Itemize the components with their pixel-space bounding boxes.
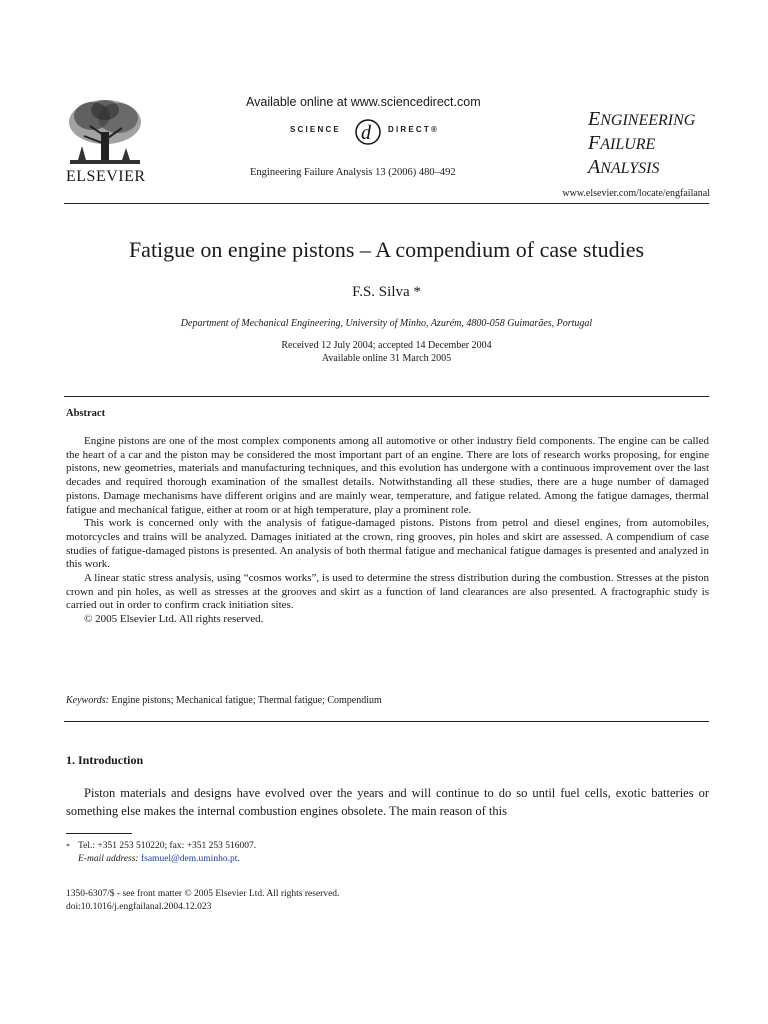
journal-reference: Engineering Failure Analysis 13 (2006) 480–492: [250, 167, 456, 178]
keywords-label: Keywords:: [66, 695, 109, 706]
abstract-paragraph: This work is concerned only with the analysis of fatigue-damaged pistons. Pistons from petrol and diesel engines, from automobiles, motorcycles and trains will be analyzed. Damages initiated at the crown, ring grooves, pin holes and skirt are assessed. A compendium of case studies of fatigue-damaged pistons is presented. An analysis of both thermal fatigue and mechanical fatigue damages is presented and analyzed in this work.: [66, 517, 709, 571]
abstract-copyright: © 2005 Elsevier Ltd. All rights reserved.: [84, 613, 264, 626]
keywords: [66, 695, 382, 706]
introduction-paragraph: Piston materials and designs have evolved over the years and will continue to do so until fuel cells, exotic batteries or something else makes the internal combustion engines obsolete. The main reason of this: [66, 786, 709, 818]
abstract-top-rule: [64, 396, 709, 397]
abstract-paragraph: Engine pistons are one of the most complex components among all automotive or other industry field components. The engine can be called the heart of a car and the piston may be considered the most important part of an engine. There are lots of research works proposing, for engine pistons, new geometries, materials and manufacturing techniques, and this evolution has undergone with a continuous improvement over the last decades and required thorough examination of the smallest details. Notwithstanding all these studies, there are a huge number of damaged pistons. Damage mechanisms have different origins and are mainly wear, temperature, and fatigue related. Among the fatigue damages, thermal fatigue and mechanical fatigue, either at room or at high temperature, play a prominent role.: [66, 435, 709, 516]
abstract-paragraph: A linear static stress analysis, using “cosmos works”, is used to determine the stress distribution during the combustion. Stresses at the piston crown and pin holes, as well as stresses at the grooves and skirt as a function of land clearances are also presented. A fractographic study is carried out in order to confirm crack initiation sites.: [66, 572, 709, 612]
email-label: E-mail address:: [78, 854, 139, 864]
footnote-rule: [66, 833, 132, 834]
journal-name: ENGINEERING FAILURE ANALYSIS: [588, 108, 696, 178]
abstract-bottom-rule: [64, 721, 709, 722]
available-date: Available online 31 March 2005: [321, 353, 452, 364]
author-affiliation: Department of Mechanical Engineering, University of Minho, Azurém, 4800-058 Guimarães, Portugal: [180, 318, 593, 329]
article-author: F.S. Silva *: [352, 284, 421, 300]
footnote-marker: *: [66, 842, 70, 851]
elsevier-tree-logo: [64, 96, 146, 170]
header-rule: [64, 203, 709, 204]
sciencedirect-direct: DIRECT®: [388, 125, 440, 134]
issn-line: 1350-6307/$ - see front matter © 2005 Elsevier Ltd. All rights reserved.: [66, 889, 340, 899]
received-date: Received 12 July 2004; accepted 14 December 2004: [281, 340, 492, 351]
article-title: Fatigue on engine pistons – A compendium of case studies: [128, 237, 645, 262]
article-dates: [64, 339, 709, 365]
footnote: * Tel.: +351 253 510220; fax: +351 253 516007. E-mail address: fsamuel@dem.uminho.pt.: [66, 841, 257, 864]
doi-line: doi:10.1016/j.engfailanal.2004.12.023: [66, 902, 212, 912]
svg-text:d: d: [361, 122, 371, 144]
sciencedirect-science: SCIENCE: [290, 125, 341, 134]
available-online: Available online at www.sciencedirect.com: [246, 95, 481, 109]
keywords-list: Engine pistons; Mechanical fatigue; Thermal fatigue; Compendium: [111, 695, 382, 706]
footnote-phone: Tel.: +351 253 510220; fax: +351 253 516007.: [78, 841, 257, 851]
publisher-name: ELSEVIER: [66, 168, 146, 185]
author-email-link[interactable]: fsamuel@dem.uminho.pt: [140, 854, 238, 864]
abstract-body: [66, 435, 709, 627]
front-matter: [66, 888, 339, 914]
journal-url-link[interactable]: www.elsevier.com/locate/engfailanal: [562, 188, 710, 199]
abstract-heading: Abstract: [66, 408, 106, 419]
sciencedirect-logo-icon: [350, 114, 386, 146]
section-heading-introduction: 1. Introduction: [66, 753, 144, 767]
